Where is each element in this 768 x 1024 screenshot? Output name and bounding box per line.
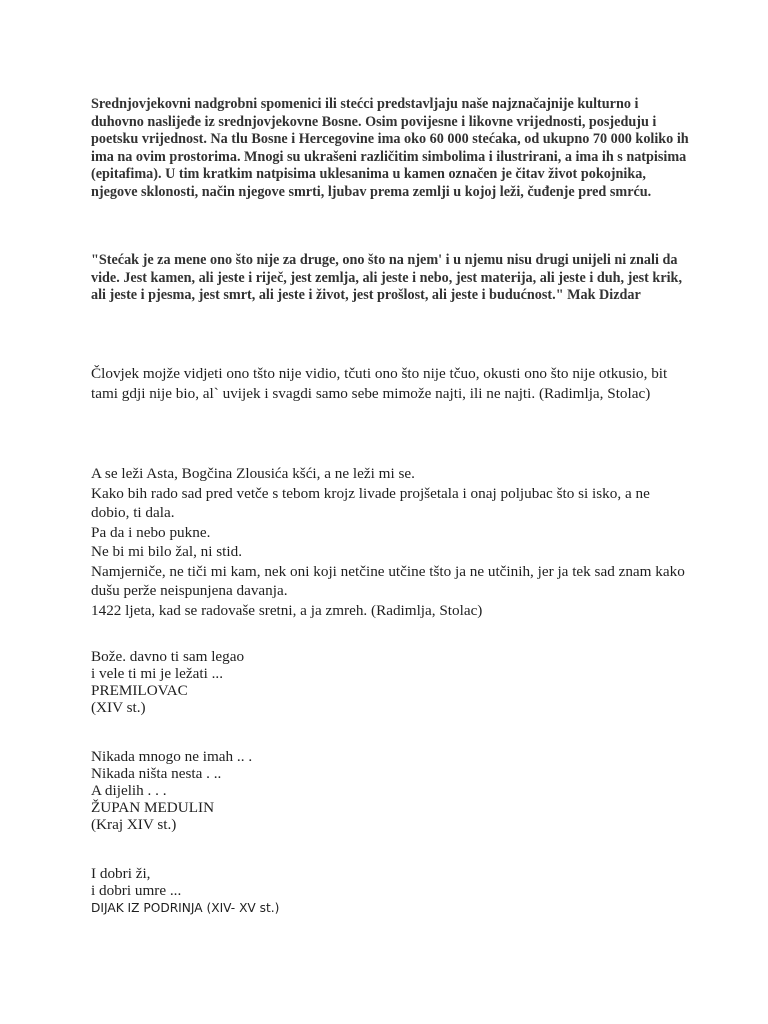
verse-line: Nikada ništa nesta . .. [91, 765, 222, 782]
intro-paragraph: Srednjovjekovni nadgrobni spomenici ili stećci predstavljaju naše najznačajnije kulturno i duhovno naslijeđe iz srednjovjekovne Bosne. Osim povijesne i likovne vrijednosti, posjeduju i poetsku vrijednost. Na tlu Bosne i Hercegovine ima oko 60 000 stećaka, od ukupno 70 000 koliko ih ima na ovim prostorima. Mnogi su ukrašeni različitim simbolima i ilustrirani, a ima ih s natpisima (epitafima). U tim kratkim natpisima uklesanima u kamen označen je čitav život pokojnika, njegove sklonosti, način njegove smrti, ljubav prema zemlji u kojoj leži, čuđenje pred smrću. [91, 96, 689, 200]
asta-line: Namjerniče, ne tiči mi kam, nek oni koji netčine utčine tšto ja ne utčinih, jer ja tek sad znam kako dušu perže neispunjena davanja. [91, 562, 685, 599]
verse-date: (Kraj XIV st.) [91, 816, 177, 833]
radimlja-epitaph-paragraph: Človjek mojže vidjeti ono tšto nije vidio, tčuti ono što nije tčuo, okusti ono što nije otkusio, bit tami gdji nije bio, al` uvijek i svagdi samo sebe mimože najti, ili ne najti. (Radimlja, Stolac) [91, 365, 668, 402]
verse-date: (XIV st.) [91, 699, 146, 716]
verse-line: A dijelih . . . [91, 782, 167, 799]
verse-author: ŽUPAN MEDULIN [91, 799, 215, 816]
asta-line: Pa da i nebo pukne. [91, 523, 211, 541]
verse-author: PREMILOVAC [91, 682, 188, 699]
asta-line: 1422 ljeta, kad se radovaše sretni, a ja zmreh. (Radimlja, Stolac) [91, 601, 483, 619]
verse-line: i vele ti mi je ležati ... [91, 665, 224, 682]
asta-epitaph [91, 464, 691, 620]
medulin-epitaph [91, 748, 691, 833]
asta-line: A se leži Asta, Bogčina Zlousića kšći, a ne leži mi se. [91, 465, 415, 482]
premilovac-epitaph [91, 648, 691, 716]
mak-dizdar-quote: "Stećak je za mene ono što nije za druge, ono što na njem' i u njemu nisu drugi unijeli ni znali da vide. Jest kamen, ali jeste i riječ, jest zemlja, ali jeste i nebo, jest materija, ali jeste i duh, jest krik, ali jeste i pjesma, jest smrt, ali jeste i život, jest prošlost, ali jeste i budućnost." Mak Dizdar [91, 252, 682, 303]
verse-author: DIJAK IZ PODRINJA (XIV- XV st.) [91, 901, 280, 915]
verse-line: I dobri ži, [91, 865, 151, 882]
verse-line: Bože. davno ti sam legao [91, 648, 245, 665]
verse-line: Nikada mnogo ne imah .. . [91, 748, 253, 765]
verse-line: i dobri umre ... [91, 882, 182, 899]
asta-line: Kako bih rado sad pred vetče s tebom krojz livade projšetala i onaj poljubac što si isko, a ne dobio, ti dala. [91, 484, 650, 521]
asta-line: Ne bi mi bilo žal, ni stid. [91, 543, 243, 560]
dijak-epitaph [91, 865, 691, 917]
